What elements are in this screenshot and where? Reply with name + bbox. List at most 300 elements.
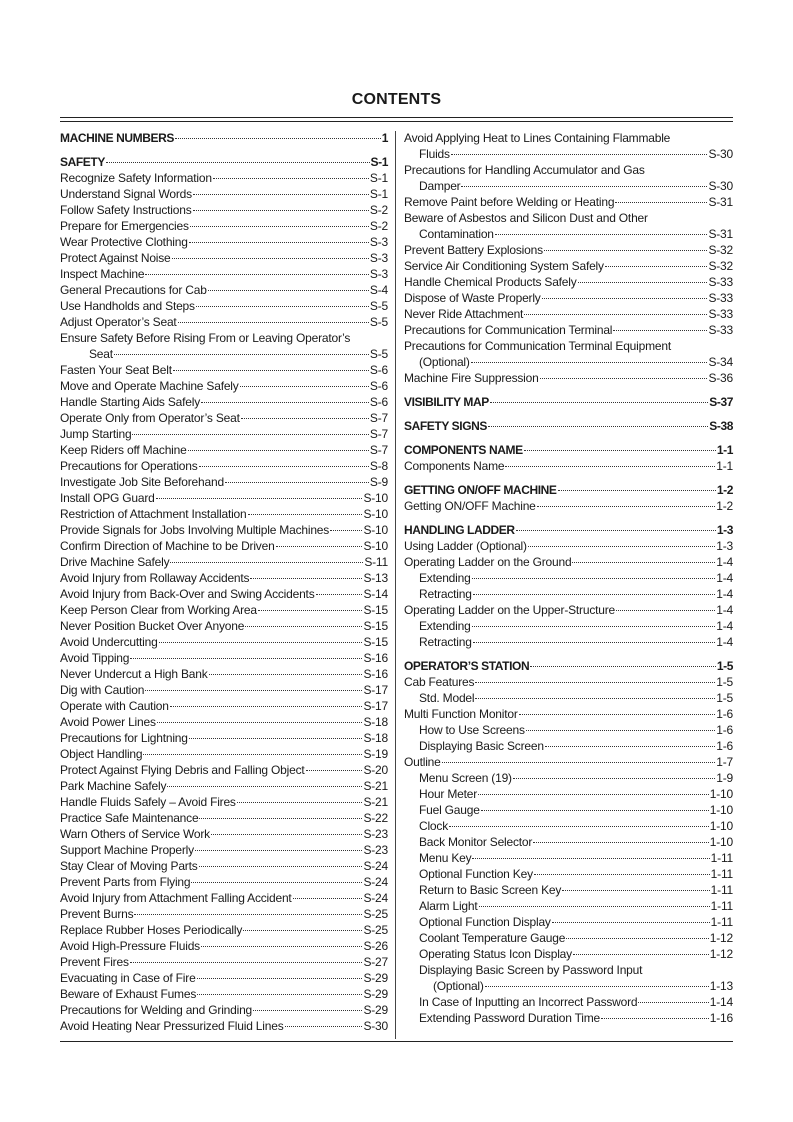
toc-entry-operating-ladder-on-the-ground[interactable] [404,554,733,570]
toc-entry-in-case-of-inputting-an-incorrect-password[interactable] [404,994,733,1010]
toc-leader-dots [248,514,363,515]
toc-entry-label: Operating Status Icon Display [419,947,572,961]
toc-entry-label: Install OPG Guard [60,491,155,505]
toc-entry-label: Evacuating in Case of Fire [60,971,196,985]
toc-gap [404,474,733,482]
toc-entry-operate-with-caution[interactable] [60,698,388,714]
toc-entry-page: S-18 [363,715,388,729]
toc-entry-label: Replace Rubber Hoses Periodically [60,923,243,937]
toc-entry-page: S-33 [708,307,733,321]
toc-entry-page: 1-3 [716,539,733,553]
toc-entry-avoid-undercutting[interactable] [60,634,388,650]
toc-entry-page: S-6 [369,379,388,393]
toc-entry-understand-signal-words[interactable] [60,186,388,202]
toc-entry-page: 1-10 [709,803,733,817]
toc-leader-dots [528,546,715,547]
toc-leader-dots [145,274,369,275]
toc-entry-label: Avoid Heating Near Pressurized Fluid Lines [60,1019,284,1033]
toc-entry-page: 1 [381,131,388,145]
toc-entry-menu-key[interactable] [404,850,733,866]
toc-entry-page: 1-1 [716,443,733,457]
toc-leader-dots [475,698,715,699]
toc-leader-dots [442,762,716,763]
toc-entry-label: Recognize Safety Information [60,171,212,185]
toc-entry-avoid-injury-from-back-over-and-swing-accidents[interactable] [60,586,388,602]
toc-entry-page: 1-9 [716,771,733,785]
toc-entry-page: S-3 [369,235,388,249]
page-title: CONTENTS [351,91,442,108]
toc-entry-page: S-10 [363,523,388,537]
toc-entry-avoid-high-pressure-fluids[interactable] [60,938,388,954]
toc-entry-label: Fuel Gauge [419,803,480,817]
toc-entry-multi-function-monitor[interactable] [404,706,733,722]
toc-leader-dots [130,962,363,963]
toc-entry-displaying-basic-screen-by-password-input[interactable] [404,962,733,978]
toc-entry-ensure-safety-before-rising-from-or-leaving-operator-s[interactable] [60,330,388,346]
toc-entry-page: S-33 [708,323,733,337]
toc-entry-investigate-job-site-beforehand[interactable] [60,474,388,490]
toc-entry-handle-chemical-products-safely[interactable] [404,274,733,290]
toc-entry-label: Clock [419,819,449,833]
toc-leader-dots [519,714,716,715]
toc-entry-wear-protective-clothing[interactable] [60,234,388,250]
toc-leader-dots [479,906,710,907]
toc-leader-dots [566,938,709,939]
title-rule [60,117,733,118]
toc-entry-label: Components Name [404,459,505,473]
toc-entry-page: S-6 [369,363,388,377]
toc-entry-label: Optional Function Key [419,867,533,881]
title-rule-inner [60,121,733,122]
toc-entry-keep-person-clear-from-working-area[interactable] [60,602,388,618]
toc-entry-prevent-battery-explosions[interactable] [404,242,733,258]
toc-entry-using-ladder-optional[interactable] [404,538,733,554]
toc-leader-dots [245,626,362,627]
toc-entry-cab-features[interactable] [404,674,733,690]
toc-entry-how-to-use-screens[interactable] [404,722,733,738]
toc-entry-page: 1-5 [716,691,733,705]
toc-entry-label: Getting ON/OFF Machine [404,499,536,513]
toc-entry-page: S-11 [364,555,388,569]
toc-entry-optional-function-key[interactable] [404,866,733,882]
toc-entry-optional[interactable] [404,978,733,994]
toc-entry-page: 1-11 [710,899,733,913]
toc-entry-label: Precautions for Welding and Grinding [60,1003,253,1017]
toc-entry-provide-signals-for-jobs-involving-multiple-machines[interactable] [60,522,388,538]
toc-entry-service-air-conditioning-system-safely[interactable] [404,258,733,274]
toc-entry-label: Beware of Asbestos and Silicon Dust and Other [404,211,648,225]
toc-entry-page: S-31 [708,195,733,209]
toc-leader-dots [451,154,708,155]
toc-entry-label: Operate with Caution [60,699,169,713]
toc-leader-dots [530,666,716,667]
toc-entry-park-machine-safely[interactable] [60,778,388,794]
toc-leader-dots [526,730,715,731]
toc-entry-avoid-injury-from-attachment-falling-accident[interactable] [60,890,388,906]
toc-entry-displaying-basic-screen[interactable] [404,738,733,754]
toc-entry-label: Precautions for Lightning [60,731,188,745]
toc-entry-label: Adjust Operator’s Seat [60,315,177,329]
toc-leader-dots [209,674,363,675]
toc-entry-page: S-5 [369,299,388,313]
toc-entry-optional-function-display[interactable] [404,914,733,930]
toc-entry-confirm-direction-of-machine-to-be-driven[interactable] [60,538,388,554]
toc-entry-prevent-parts-from-flying[interactable] [60,874,388,890]
toc-entry-label: Retracting [419,587,472,601]
toc-entry-page: S-2 [369,219,388,233]
toc-entry-clock[interactable] [404,818,733,834]
toc-entry-label: Never Position Bucket Over Anyone [60,619,245,633]
toc-entry-label: Operating Ladder on the Upper-Structure [404,603,615,617]
toc-entry-page: S-5 [369,315,388,329]
toc-leader-dots [159,642,363,643]
toc-entry-label: Alarm Light [419,899,478,913]
toc-entry-drive-machine-safely[interactable] [60,554,388,570]
toc-entry-page: S-4 [369,283,388,297]
toc-entry-page: 1-11 [710,915,733,929]
toc-leader-dots [208,290,369,291]
toc-leader-dots [495,234,708,235]
toc-entry-prevent-fires[interactable] [60,954,388,970]
toc-entry-page: S-25 [363,923,388,937]
toc-entry-stay-clear-of-moving-parts[interactable] [60,858,388,874]
toc-leader-dots [601,1018,709,1019]
toc-entry-hour-meter[interactable] [404,786,733,802]
toc-entry-label: HANDLING LADDER [404,523,515,537]
toc-entry-label: How to Use Screens [419,723,525,737]
toc-entry-damper[interactable] [404,178,733,194]
toc-entry-label: Wear Protective Clothing [60,235,188,249]
toc-leader-dots [534,874,710,875]
toc-entry-page: S-1 [369,187,388,201]
toc-entry-page: 1-4 [716,587,733,601]
toc-entry-label: Use Handholds and Steps [60,299,195,313]
toc-entry-operate-only-from-operator-s-seat[interactable] [60,410,388,426]
toc-leader-dots [516,530,716,531]
toc-entry-menu-screen-19[interactable] [404,770,733,786]
toc-entry-page: S-24 [363,859,388,873]
toc-entry-label: Support Machine Properly [60,843,194,857]
toc-leader-dots [199,818,362,819]
toc-entry-protect-against-noise[interactable] [60,250,388,266]
toc-entry-remove-paint-before-welding-or-heating[interactable] [404,194,733,210]
toc-entry-jump-starting[interactable] [60,426,388,442]
toc-entry-beware-of-asbestos-and-silicon-dust-and-other[interactable] [404,210,733,226]
toc-entry-optional[interactable] [404,354,733,370]
toc-leader-dots [191,882,362,883]
toc-leader-dots [605,266,708,267]
toc-entry-contamination[interactable] [404,226,733,242]
toc-entry-page: 1-6 [716,739,733,753]
toc-entry-page: S-15 [363,635,388,649]
toc-entry-object-handling[interactable] [60,746,388,762]
toc-entry-restriction-of-attachment-installation[interactable] [60,506,388,522]
toc-entry-page: 1-4 [716,635,733,649]
toc-leader-dots [524,314,707,315]
toc-entry-page: S-30 [708,179,733,193]
toc-entry-std-model[interactable] [404,690,733,706]
toc-entry-label: Precautions for Operations [60,459,198,473]
toc-leader-dots [250,578,362,579]
toc-entry-page: S-29 [363,987,388,1001]
toc-entry-getting-on-off-machine[interactable] [404,498,733,514]
toc-entry-label: Seat [89,347,113,361]
toc-heading-handling-ladder[interactable] [404,522,733,538]
toc-entry-dig-with-caution[interactable] [60,682,388,698]
toc-entry-precautions-for-welding-and-grinding[interactable] [60,1002,388,1018]
toc-entry-page: 1-4 [716,603,733,617]
toc-entry-evacuating-in-case-of-fire[interactable] [60,970,388,986]
toc-entry-label: Confirm Direction of Machine to be Driven [60,539,275,553]
toc-leader-dots [193,194,369,195]
toc-entry-operating-status-icon-display[interactable] [404,946,733,962]
toc-entry-machine-fire-suppression[interactable] [404,370,733,386]
toc-entry-extending[interactable] [404,618,733,634]
toc-entry-never-position-bucket-over-anyone[interactable] [60,618,388,634]
toc-entry-page: S-24 [363,875,388,889]
toc-gap [404,514,733,522]
toc-entry-precautions-for-communication-terminal[interactable] [404,322,733,338]
toc-entry-precautions-for-lightning[interactable] [60,730,388,746]
toc-leader-dots [199,866,363,867]
toc-entry-page: S-7 [369,443,388,457]
toc-entry-page: 1-11 [710,883,733,897]
toc-leader-dots [240,386,369,387]
toc-leader-dots [156,498,363,499]
toc-entry-page: 1-4 [716,619,733,633]
toc-heading-components-name[interactable] [404,442,733,458]
toc-entry-label: Cab Features [404,675,475,689]
toc-leader-dots [524,450,716,451]
toc-entry-outline[interactable] [404,754,733,770]
toc-leader-dots [170,706,363,707]
toc-entry-practice-safe-maintenance[interactable] [60,810,388,826]
toc-heading-safety-signs[interactable] [404,418,733,434]
toc-left-column [60,130,388,1034]
toc-entry-page: S-20 [363,763,388,777]
toc-entry-never-undercut-a-high-bank[interactable] [60,666,388,682]
toc-leader-dots [613,330,707,331]
toc-entry-page: S-16 [363,667,388,681]
toc-entry-label: VISIBILITY MAP [404,395,489,409]
toc-leader-dots [478,794,709,795]
toc-entry-prevent-burns[interactable] [60,906,388,922]
toc-entry-page: 1-3 [716,523,733,537]
toc-entry-label: Inspect Machine [60,267,145,281]
toc-leader-dots [276,546,363,547]
toc-entry-page: 1-5 [716,675,733,689]
toc-entry-page: S-21 [363,795,388,809]
toc-entry-page: S-15 [363,603,388,617]
toc-entry-fuel-gauge[interactable] [404,802,733,818]
toc-entry-follow-safety-instructions[interactable] [60,202,388,218]
toc-entry-extending-password-duration-time[interactable] [404,1010,733,1026]
toc-leader-dots [488,426,708,427]
toc-leader-dots [558,490,716,491]
toc-entry-page: 1-10 [709,787,733,801]
toc-entry-avoid-applying-heat-to-lines-containing-flammable[interactable] [404,130,733,146]
toc-entry-extending[interactable] [404,570,733,586]
toc-entry-avoid-tipping[interactable] [60,650,388,666]
toc-leader-dots [197,978,363,979]
toc-entry-page: 1-11 [710,867,733,881]
toc-entry-alarm-light[interactable] [404,898,733,914]
toc-entry-adjust-operator-s-seat[interactable] [60,314,388,330]
toc-leader-dots [552,922,710,923]
column-divider [395,131,396,1039]
toc-entry-move-and-operate-machine-safely[interactable] [60,378,388,394]
toc-entry-page: S-8 [369,459,388,473]
toc-entry-label: (Optional) [433,979,484,993]
toc-entry-page: 1-4 [716,571,733,585]
toc-entry-operating-ladder-on-the-upper-structure[interactable] [404,602,733,618]
toc-entry-inspect-machine[interactable] [60,266,388,282]
toc-leader-dots [253,1010,362,1011]
toc-entry-label: Avoid Power Lines [60,715,156,729]
toc-entry-label: Retracting [419,635,472,649]
toc-entry-page: S-26 [363,939,388,953]
toc-leader-dots [189,242,369,243]
toc-leader-dots [173,370,369,371]
toc-entry-label: Never Undercut a High Bank [60,667,208,681]
toc-entry-label: Operating Ladder on the Ground [404,555,572,569]
toc-gap [60,146,388,154]
toc-entry-label: Avoid Injury from Rollaway Accidents [60,571,250,585]
toc-entry-label: Prevent Fires [60,955,129,969]
toc-entry-precautions-for-operations[interactable] [60,458,388,474]
toc-entry-page: S-5 [369,347,388,361]
toc-entry-label: Follow Safety Instructions [60,203,192,217]
toc-heading-machine-numbers[interactable] [60,130,388,146]
toc-leader-dots [178,322,369,323]
toc-entry-label: Jump Starting [60,427,132,441]
toc-entry-page: S-7 [369,427,388,441]
toc-heading-operator-s-station[interactable] [404,658,733,674]
toc-entry-avoid-injury-from-rollaway-accidents[interactable] [60,570,388,586]
toc-heading-visibility-map[interactable] [404,394,733,410]
toc-entry-page: S-22 [363,811,388,825]
toc-entry-page: S-9 [369,475,388,489]
toc-entry-components-name[interactable] [404,458,733,474]
toc-leader-dots [472,858,709,859]
toc-leader-dots [196,306,369,307]
toc-entry-install-opg-guard[interactable] [60,490,388,506]
toc-leader-dots [306,770,363,771]
toc-entry-back-monitor-selector[interactable] [404,834,733,850]
toc-entry-label: Ensure Safety Before Rising From or Leaving Operator’s [60,331,351,345]
toc-leader-dots [258,610,363,611]
toc-entry-fasten-your-seat-belt[interactable] [60,362,388,378]
toc-entry-label: Precautions for Handling Accumulator and Gas [404,163,645,177]
toc-entry-support-machine-properly[interactable] [60,842,388,858]
toc-entry-avoid-heating-near-pressurized-fluid-lines[interactable] [60,1018,388,1034]
toc-entry-page: 1-6 [716,707,733,721]
toc-entry-dispose-of-waste-properly[interactable] [404,290,733,306]
toc-entry-retracting[interactable] [404,634,733,650]
toc-entry-page: S-32 [708,259,733,273]
toc-entry-label: Fasten Your Seat Belt [60,363,172,377]
toc-entry-label: Outline [404,755,441,769]
toc-entry-precautions-for-communication-terminal-equipment[interactable] [404,338,733,354]
toc-entry-avoid-power-lines[interactable] [60,714,388,730]
toc-entry-retracting[interactable] [404,586,733,602]
toc-entry-page: S-30 [363,1019,388,1033]
toc-entry-page: S-1 [370,155,388,169]
toc-entry-label: Displaying Basic Screen by Password Input [419,963,643,977]
toc-entry-handle-starting-aids-safely[interactable] [60,394,388,410]
toc-entry-label: Fluids [419,147,450,161]
toc-entry-label: Return to Basic Screen Key [419,883,562,897]
toc-entry-label: OPERATOR’S STATION [404,659,530,673]
toc-entry-seat[interactable] [60,346,388,362]
toc-entry-label: Extending Password Duration Time [419,1011,601,1025]
toc-entry-coolant-temperature-gauge[interactable] [404,930,733,946]
toc-entry-page: S-16 [363,651,388,665]
toc-entry-beware-of-exhaust-fumes[interactable] [60,986,388,1002]
toc-entry-keep-riders-off-machine[interactable] [60,442,388,458]
toc-entry-label: Warn Others of Service Work [60,827,210,841]
toc-entry-return-to-basic-screen-key[interactable] [404,882,733,898]
toc-entry-page: S-36 [708,371,733,385]
toc-entry-page: S-31 [708,227,733,241]
toc-entry-page: S-3 [369,251,388,265]
toc-leader-dots [481,810,709,811]
toc-leader-dots [193,210,369,211]
toc-entry-page: S-30 [708,147,733,161]
toc-entry-page: 1-10 [709,819,733,833]
toc-right-column [404,130,733,1026]
toc-entry-prepare-for-emergencies[interactable] [60,218,388,234]
toc-leader-dots [199,466,369,467]
toc-entry-label: Precautions for Communication Terminal [404,323,613,337]
toc-entry-page: S-19 [363,747,388,761]
toc-entry-label: Optional Function Display [419,915,551,929]
toc-entry-warn-others-of-service-work[interactable] [60,826,388,842]
toc-entry-page: S-13 [363,571,388,585]
toc-entry-page: S-18 [363,731,388,745]
toc-gap [404,650,733,658]
toc-leader-dots [190,226,369,227]
toc-entry-page: S-10 [363,507,388,521]
toc-entry-replace-rubber-hoses-periodically[interactable] [60,922,388,938]
toc-leader-dots [573,954,709,955]
toc-entry-handle-fluids-safely-avoid-fires[interactable] [60,794,388,810]
toc-heading-safety[interactable] [60,154,388,170]
toc-entry-label: Service Air Conditioning System Safely [404,259,604,273]
toc-entry-never-ride-attachment[interactable] [404,306,733,322]
toc-entry-use-handholds-and-steps[interactable] [60,298,388,314]
toc-entry-fluids[interactable] [404,146,733,162]
toc-entry-page: S-10 [363,491,388,505]
toc-leader-dots [243,930,362,931]
toc-entry-recognize-safety-information[interactable] [60,170,388,186]
toc-entry-label: Never Ride Attachment [404,307,524,321]
toc-entry-label: In Case of Inputting an Incorrect Password [419,995,638,1009]
toc-entry-page: 1-6 [716,723,733,737]
toc-entry-general-precautions-for-cab[interactable] [60,282,388,298]
toc-leader-dots [572,562,715,563]
toc-leader-dots [638,1002,708,1003]
toc-entry-protect-against-flying-debris-and-falling-object[interactable] [60,762,388,778]
toc-entry-label: Extending [419,619,471,633]
toc-entry-label: Prepare for Emergencies [60,219,189,233]
toc-heading-getting-on-off-machine[interactable] [404,482,733,498]
toc-entry-page: S-15 [363,619,388,633]
toc-entry-precautions-for-handling-accumulator-and-gas[interactable] [404,162,733,178]
toc-leader-dots [201,402,369,403]
toc-leader-dots [132,434,368,435]
toc-leader-dots [544,250,708,251]
